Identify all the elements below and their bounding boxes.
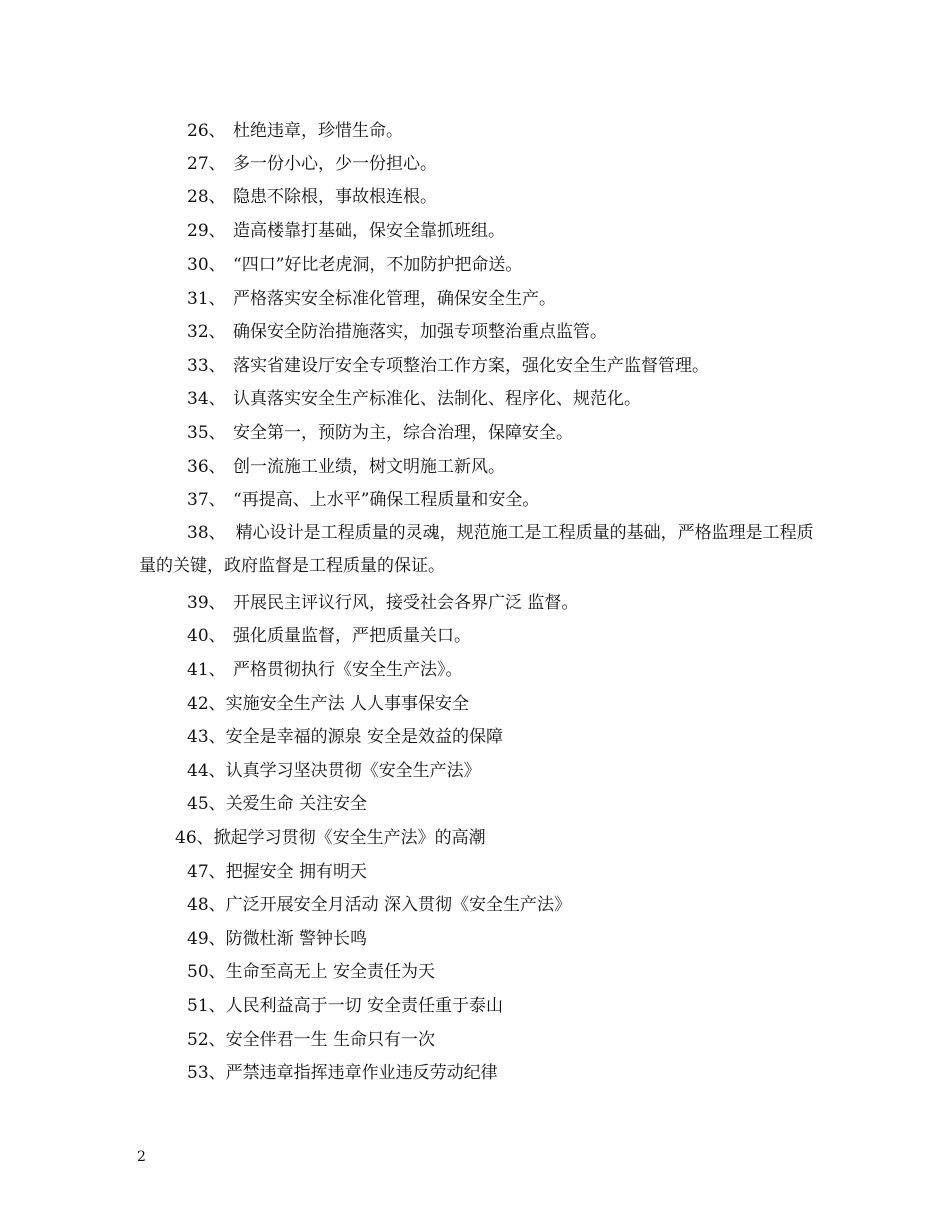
list-item [187,488,539,512]
list-item [187,658,463,682]
item-number: 31、 [187,289,226,309]
item-number: 49、 [187,929,226,949]
item-number: 30、 [187,255,226,275]
list-item [187,759,481,783]
item-text: 安全第一，预防为主，综合治理，保障安全。 [233,423,573,443]
item-number: 37、 [187,490,226,510]
list-item [187,692,469,716]
item-number: 41、 [187,660,226,680]
item-text: 精心设计是工程质量的灵魂，规范施工是工程质量的基础，严格监理是工程质量的关键，政府监督是工程质量的保证。 [139,523,814,576]
item-number: 28、 [187,187,226,207]
list-item [187,725,503,749]
item-text: 落实省建设厅安全专项整治工作方案，强化安全生产监督管理。 [233,356,709,376]
item-text: 认真落实安全生产标准化、法制化、程序化、规范化。 [233,389,641,409]
item-text: 造高楼靠打基础，保安全靠抓班组。 [233,221,505,241]
item-number: 51、 [187,996,226,1016]
list-item [187,185,437,209]
list-item [187,354,709,378]
item-text: 实施安全生产法 人人事事保安全 [225,694,470,714]
item-number: 36、 [187,457,226,477]
item-text: 生命至高无上 安全责任为天 [225,962,436,982]
item-number: 27、 [187,154,226,174]
item-number: 26、 [187,121,226,141]
list-item [187,1061,498,1085]
list-item [187,792,367,816]
list-item [187,455,505,479]
item-text: 隐患不除根，事故根连根。 [233,187,437,207]
item-number: 46、 [175,828,214,848]
list-item [187,960,435,984]
item-number: 35、 [187,423,226,443]
list-item [187,1028,435,1052]
item-text: 人民利益高于一切 安全责任重于泰山 [225,996,504,1016]
item-text: 安全伴君一生 生命只有一次 [225,1030,436,1050]
list-item [187,152,437,176]
item-text: 安全是幸福的源泉 安全是效益的保障 [225,727,504,747]
item-text: 广泛开展安全月活动 深入贯彻《安全生产法》 [225,895,572,915]
list-item [187,421,573,445]
item-number: 44、 [187,761,226,781]
list-item [187,591,578,615]
item-text: 认真学习坚决贯彻《安全生产法》 [225,761,481,781]
item-number: 33、 [187,356,226,376]
item-text: 强化质量监督，严把质量关口。 [233,626,471,646]
list-item-wrapped [139,517,829,583]
item-number: 47、 [187,862,226,882]
item-number: 43、 [187,727,226,747]
list-item [187,927,367,951]
item-text: 掀起学习贯彻《安全生产法》的高潮 [213,828,486,848]
item-text: 把握安全 拥有明天 [225,862,368,882]
item-number: 40、 [187,626,226,646]
item-number: 38、 [187,523,226,543]
list-item [187,994,503,1018]
item-text: 严格贯彻执行《安全生产法》。 [233,660,463,680]
item-number: 34、 [187,389,226,409]
item-number: 29、 [187,221,226,241]
list-item [187,387,641,411]
list-item [187,219,505,243]
item-text: 多一份小心，少一份担心。 [233,154,437,174]
item-number: 39、 [187,593,226,613]
item-text: 确保安全防治措施落实，加强专项整治重点监管。 [233,322,607,342]
item-number: 53、 [187,1063,226,1083]
page-number: 2 [137,1149,146,1165]
item-text: 严禁违章指挥违章作业违反劳动纪律 [225,1063,498,1083]
item-number: 48、 [187,895,226,915]
item-text: 防微杜渐 警钟长鸣 [225,929,368,949]
item-number: 45、 [187,794,226,814]
item-text: “四口”好比老虎洞，不加防护把命送。 [233,255,523,275]
list-item [187,893,571,917]
list-item [187,320,607,344]
item-text: 开展民主评议行风，接受社会各界广泛 监督。 [233,593,579,613]
list-item [187,624,471,648]
list-item [187,253,522,277]
list-item [187,287,556,311]
item-number: 32、 [187,322,226,342]
item-text: 关爱生命 关注安全 [225,794,368,814]
item-text: 严格落实安全标准化管理，确保安全生产。 [233,289,556,309]
item-text: 杜绝违章，珍惜生命。 [233,121,403,141]
item-number: 50、 [187,962,226,982]
item-number: 42、 [187,694,226,714]
item-text: 创一流施工业绩，树文明施工新风。 [233,457,505,477]
item-number: 52、 [187,1030,226,1050]
item-text: “再提高、上水平”确保工程质量和安全。 [233,490,540,510]
list-item [187,860,367,884]
list-item [187,119,403,143]
list-item [175,826,486,850]
